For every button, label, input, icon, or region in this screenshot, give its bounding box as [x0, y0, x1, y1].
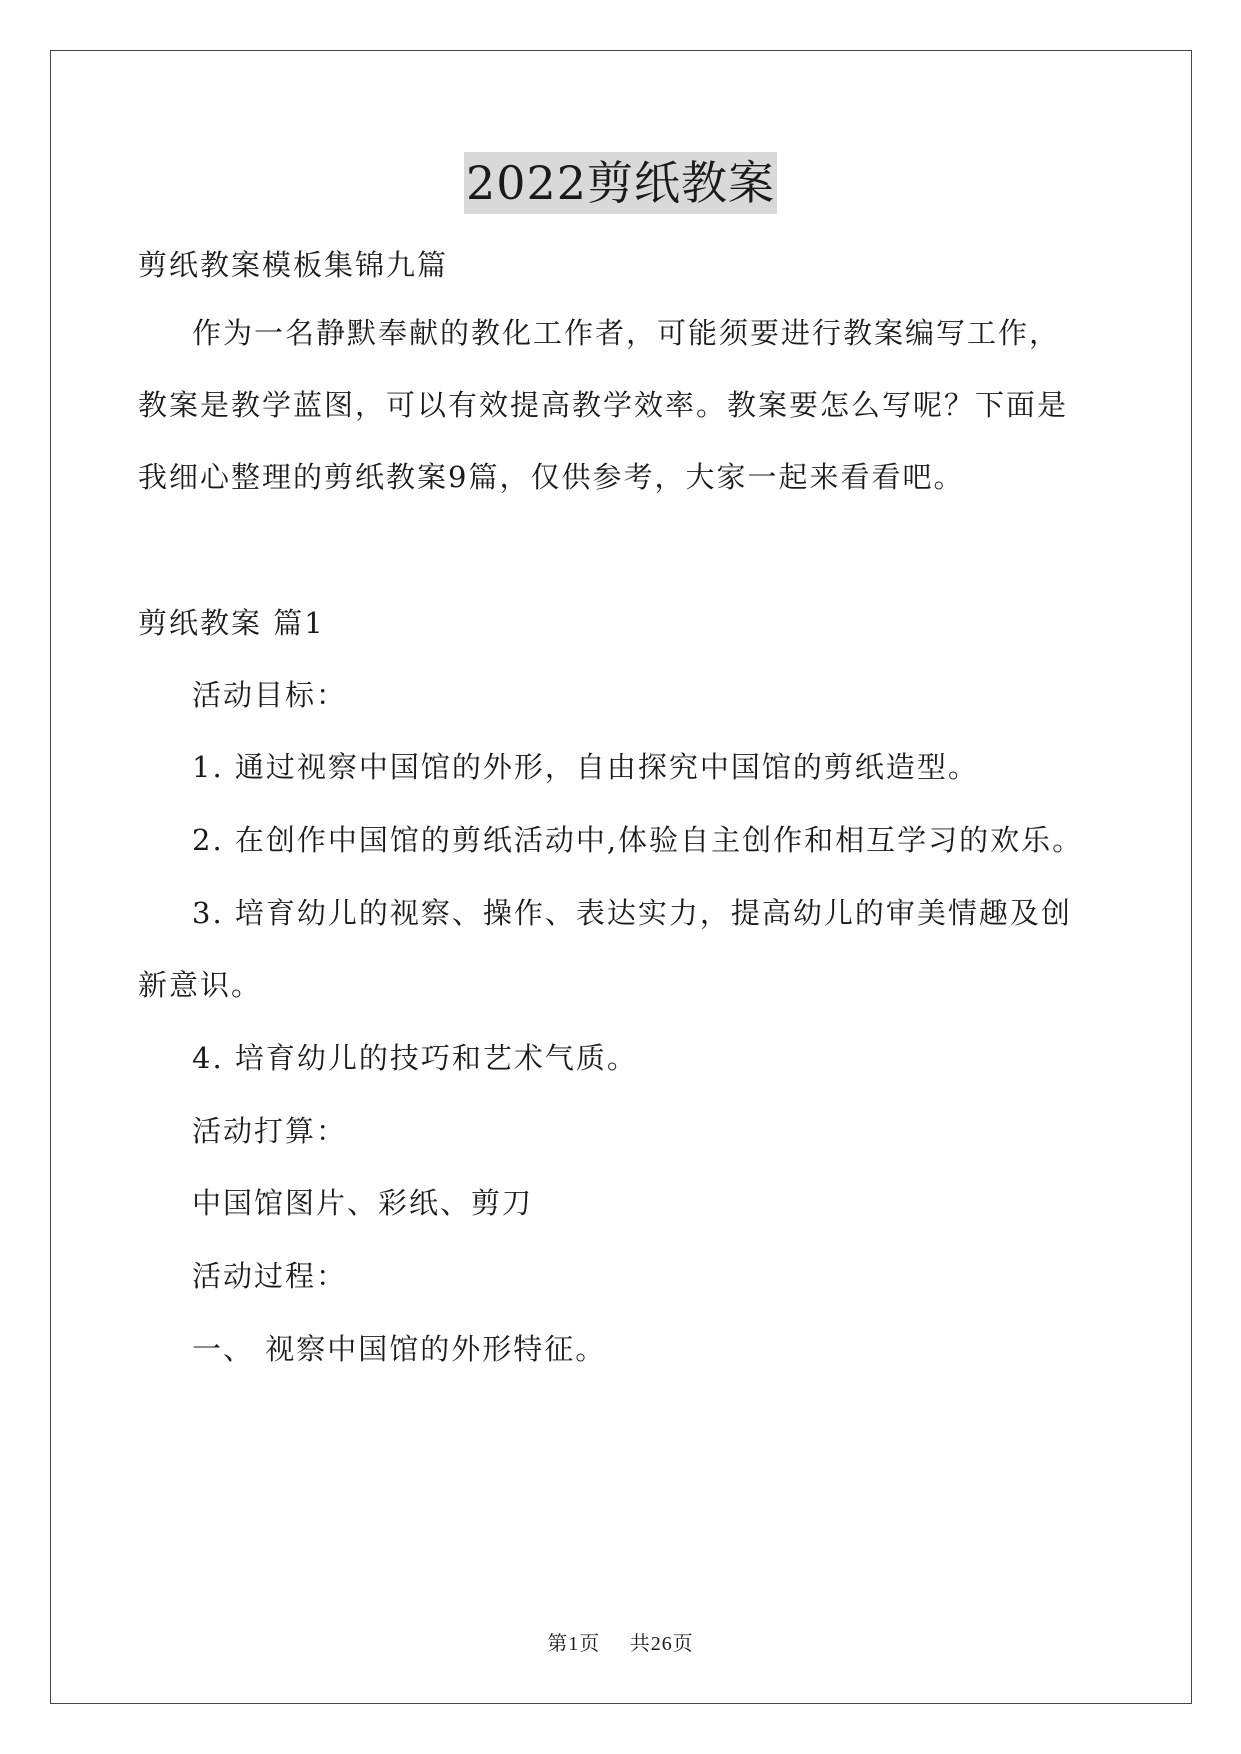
footer-page-number: 1 — [568, 1633, 580, 1655]
page-footer — [0, 1629, 1241, 1658]
goal-3-line-1: 3. 培育幼儿的视察、操作、表达实力，提高幼儿的审美情趣及创 — [192, 896, 1072, 930]
process-label: 活动过程： — [192, 1259, 348, 1293]
goals-label: 活动目标： — [192, 678, 348, 712]
step-1: 一、 视察中国馆的外形特征。 — [192, 1332, 607, 1366]
intro-line-2: 教案是教学蓝图，可以有效提高教学效率。教案要怎么写呢？下面是 — [138, 388, 1069, 422]
prep-items: 中国馆图片、彩纸、剪刀 — [192, 1186, 534, 1220]
intro-line-3: 我细心整理的剪纸教案9篇，仅供参考，大家一起来看看吧。 — [138, 460, 965, 494]
goal-3-line-2: 新意识。 — [138, 968, 263, 1002]
page-title: 2022剪纸教案 — [464, 152, 777, 214]
goal-1: 1. 通过视察中国馆的外形，自由探究中国馆的剪纸造型。 — [192, 750, 979, 784]
footer-total-pages: 26 — [650, 1633, 673, 1655]
section-heading: 剪纸教案 篇1 — [138, 606, 325, 640]
prep-label: 活动打算： — [192, 1114, 348, 1148]
footer-prefix: 第 — [547, 1631, 569, 1655]
footer-page-suffix: 页 — [579, 1631, 601, 1655]
goal-2: 2. 在创作中国馆的剪纸活动中,体验自主创作和相互学习的欢乐。 — [192, 823, 1084, 857]
page-border — [50, 50, 1192, 1704]
footer-total-prefix: 共 — [629, 1631, 651, 1655]
goal-4: 4. 培育幼儿的技巧和艺术气质。 — [192, 1041, 638, 1075]
subtitle: 剪纸教案模板集锦九篇 — [138, 248, 449, 282]
intro-line-1: 作为一名静默奉献的教化工作者，可能须要进行教案编写工作， — [192, 316, 1061, 350]
footer-total-suffix: 页 — [672, 1631, 694, 1655]
title-container — [0, 152, 1241, 214]
